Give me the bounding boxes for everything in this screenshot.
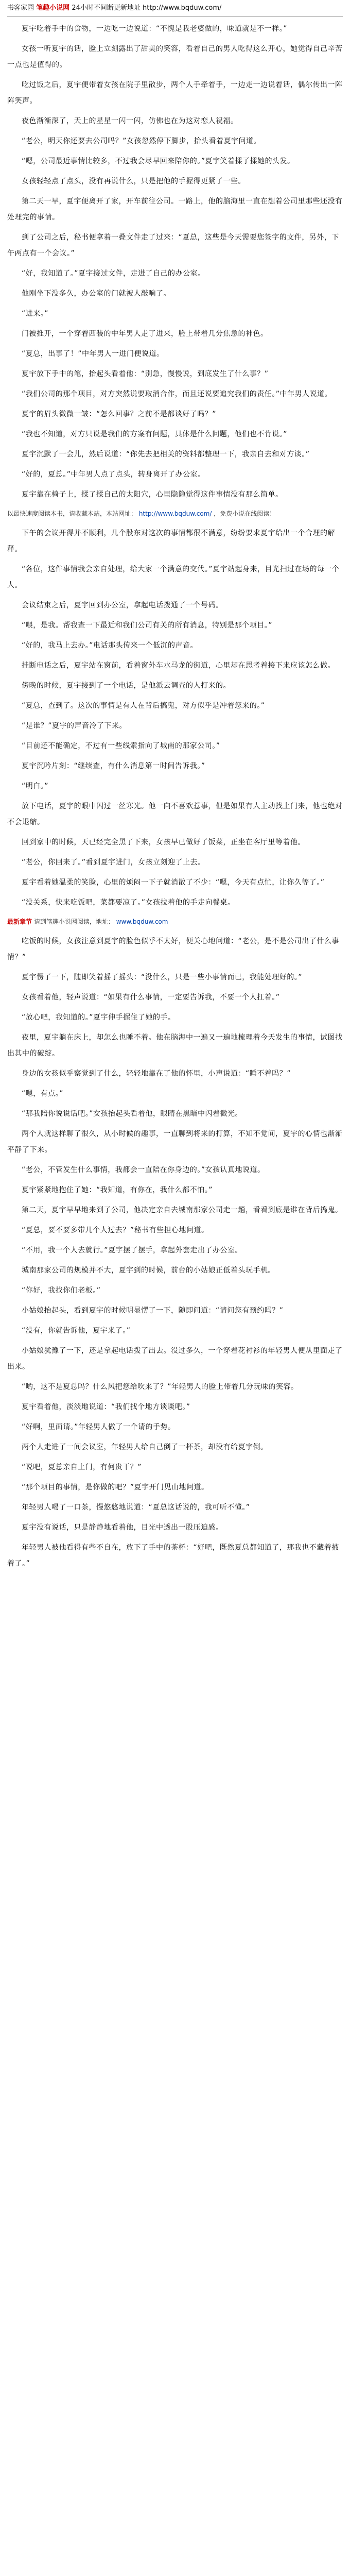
notice-tail: ，免费小说在线阅读！ (214, 510, 276, 517)
paragraph: 夏宇沉吟片刻：“继续查，有什么消息第一时间告诉我。” (22, 762, 205, 770)
paragraph: “夏总，出事了！”中年男人一进门便说道。 (22, 350, 164, 358)
header-site-name[interactable]: 笔趣小说网 (36, 4, 70, 12)
paragraph: 傍晚的时候，夏宇接到了一个电话，是他派去调查的人打来的。 (22, 682, 231, 690)
paragraph: “夏总，要不要多带几个人过去？”秘书有些担心地问道。 (22, 1226, 209, 1234)
paragraph: 第二天，夏宇早早地来到了公司，他决定亲自去城南那家公司走一趟，看看到底是谁在背后捣鬼。 (22, 1206, 343, 1214)
paragraph: “夏总，查到了。这次的事情是有人在背后搞鬼，对方似乎是冲着您来的。” (22, 702, 265, 710)
paragraph: 两个人就这样聊了很久，从小时候的趣事，一直聊到将来的打算，不知不觉间，夏宇的心情也渐渐平静了下来。 (7, 1130, 343, 1154)
paragraph: 两个人走进了一间会议室，年轻男人给自己倒了一杯茶，却没有给夏宇倒。 (22, 1443, 268, 1451)
paragraph-group-bottom (7, 934, 343, 1572)
paragraph: “老公，你回来了。”看到夏宇进门，女孩立刻迎了上去。 (22, 858, 205, 867)
paragraph: “目前还不能确定，不过有一些线索指向了城南的那家公司。” (22, 742, 220, 750)
paragraph: “没有，你就告诉他，夏宇来了。” (22, 1327, 131, 1335)
paragraph-group-top (7, 21, 343, 503)
paragraph: 年轻男人喝了一口茶，慢悠悠地说道：“夏总这话说的，我可听不懂。” (22, 1503, 250, 1512)
chapter-body (7, 17, 343, 1572)
paragraph: “进来。” (22, 310, 49, 318)
paragraph: 放下电话，夏宇的眼中闪过一丝寒光。他一向不喜欢惹事，但是如果有人主动找上门来，他也绝对不会退缩。 (7, 802, 343, 826)
paragraph: “没关系，快来吃饭吧，菜都要凉了。”女孩拉着他的手走向餐桌。 (22, 899, 235, 907)
paragraph: 门被推开，一个穿着西装的中年男人走了进来，脸上带着几分焦急的神色。 (22, 330, 268, 338)
paragraph: 身边的女孩似乎察觉到了什么，轻轻地靠在了他的怀里，小声说道：“睡不着吗？” (22, 1070, 291, 1078)
notice-label: 最新章节 (7, 918, 32, 925)
paragraph: “老公，明天你还要去公司吗？”女孩忽然停下脚步，抬头看着夏宇问道。 (22, 137, 261, 145)
paragraph: 会议结束之后，夏宇回到办公室，拿起电话拨通了一个号码。 (22, 601, 223, 609)
site-notice-mid (7, 916, 343, 927)
paragraph: 他刚坐下没多久，办公室的门就被人敲响了。 (22, 290, 171, 298)
paragraph: 夏宇吃着手中的食物，一边吃一边说道：“不愧是我老婆做的，味道就是不一样。” (22, 25, 288, 33)
notice-text: 以最快速度阅读本书，请收藏本站，本站网址： (7, 510, 137, 517)
paragraph: “好的，我马上去办。”电话那头传来一个低沉的声音。 (22, 641, 198, 650)
header-prefix: 书客家园 (7, 4, 34, 12)
paragraph: 到了公司之后，秘书便拿着一叠文件走了过来：“夏总，这些是今天需要您签字的文件，另外，下午两点有一个会议。” (7, 233, 339, 258)
paragraph: “明白。” (22, 782, 49, 790)
notice-link[interactable]: www.bqduw.com (116, 918, 168, 925)
paragraph: “说吧，夏总亲自上门，有何贵干？” (22, 1463, 142, 1471)
paragraph: 夏宇看着她温柔的笑脸，心里的烦闷一下子就消散了不少：“嗯，今天有点忙，让你久等了。” (22, 878, 325, 887)
paragraph: 吃饭的时候，女孩注意到夏宇的脸色似乎不太好，便关心地问道：“老公，是不是公司出了什么事情？” (7, 937, 339, 961)
paragraph: “是谁？”夏宇的声音冷了下来。 (22, 722, 127, 730)
paragraph: 夜色渐渐深了，天上的星星一闪一闪，仿佛也在为这对恋人祝福。 (22, 117, 238, 125)
paragraph: “我们公司的那个项目，对方突然说要取消合作，而且还说要追究我们的责任。”中年男人说道。 (22, 390, 332, 398)
paragraph: 夏宇看着他，淡淡地说道：“我们找个地方谈谈吧。” (22, 1403, 190, 1411)
paragraph: 女孩一听夏宇的话，脸上立刻露出了甜美的笑容，看着自己的男人吃得这么开心，她觉得自己辛苦一点也是值得的。 (7, 45, 343, 69)
paragraph: 女孩轻轻点了点头，没有再说什么，只是把他的手握得更紧了一些。 (22, 177, 246, 185)
paragraph: “各位，这件事情我会亲自处理，给大家一个满意的交代。”夏宇站起身来，目光扫过在场的每一个人。 (7, 565, 340, 589)
paragraph: 小姑娘抬起头，看到夏宇的时候明显愣了一下，随即问道：“请问您有预约吗？” (22, 1307, 284, 1315)
paragraph: “放心吧，我知道的。”夏宇伸手握住了她的手。 (22, 1013, 176, 1022)
paragraph: “好，我知道了。”夏宇接过文件，走进了自己的办公室。 (22, 269, 205, 278)
site-header (7, 0, 343, 17)
paragraph: 女孩看着他，轻声说道：“如果有什么事情，一定要告诉我，不要一个人扛着。” (22, 993, 280, 1002)
paragraph: 夏宇紧紧地抱住了她：“我知道，有你在，我什么都不怕。” (22, 1186, 213, 1194)
notice-link[interactable]: http://www.bqduw.com/ (138, 510, 212, 517)
paragraph: 年轻男人被他看得有些不自在，放下了手中的茶杯：“好吧，既然夏总都知道了，那我也不藏着掖着了。” (7, 1544, 339, 1568)
paragraph: “我也不知道，对方只说是我们的方案有问题，具体是什么问题，他们也不肯说。” (22, 430, 288, 438)
paragraph: 夏宇愣了一下，随即笑着摇了摇头：“没什么，只是一些小事情而已，我能处理好的。” (22, 973, 303, 981)
paragraph: 夏宇的眉头微微一皱：“怎么回事？之前不是都谈好了吗？” (22, 410, 217, 418)
paragraph: “那个项目的事情，是你做的吧？”夏宇开门见山地问道。 (22, 1483, 209, 1492)
paragraph: 夏宇靠在椅子上，揉了揉自己的太阳穴，心里隐隐觉得这件事情没有那么简单。 (22, 490, 283, 499)
paragraph: 挂断电话之后，夏宇站在窗前，看着窗外车水马龙的街道，心里却在思考着接下来应该怎么做。 (22, 662, 335, 670)
paragraph: “你好，我找你们老板。” (22, 1286, 101, 1295)
paragraph: “喂，是我。帮我查一下最近和我们公司有关的所有消息，特别是那个项目。” (22, 621, 273, 630)
paragraph: “嗯，有点。” (22, 1090, 64, 1098)
paragraph: “老公，不管发生什么事情，我都会一直陪在你身边的。”女孩认真地说道。 (22, 1166, 265, 1174)
paragraph: 第二天一早，夏宇便离开了家，开车前往公司。一路上，他的脑海里一直在想着公司里那些还没有处理完的事情。 (7, 197, 343, 222)
paragraph: “不用，我一个人去就行。”夏宇摆了摆手，拿起外套走出了办公室。 (22, 1246, 243, 1255)
paragraph: “嗯，公司最近事情比较多，不过我会尽早回来陪你的。”夏宇笑着揉了揉她的头发。 (22, 157, 295, 165)
paragraph: “好啊，里面请。”年轻男人做了一个请的手势。 (22, 1423, 176, 1431)
paragraph: “哟，这不是夏总吗？什么风把您给吹来了？”年轻男人的脸上带着几分玩味的笑容。 (22, 1383, 299, 1391)
paragraph: “那我陪你说说话吧。”女孩抬起头看着他，眼睛在黑暗中闪着微光。 (22, 1110, 243, 1118)
paragraph: 下午的会议开得并不顺利，几个股东对这次的事情都很不满意，纷纷要求夏宇给出一个合理的解释。 (7, 529, 335, 553)
paragraph: 夏宇没有说话，只是静静地看着他，目光中透出一股压迫感。 (22, 1523, 223, 1532)
paragraph: 夏宇放下手中的笔，抬起头看着他：“别急，慢慢说，到底发生了什么事？” (22, 370, 269, 378)
paragraph: 夏宇沉默了一会儿，然后说道：“你先去把相关的资料都整理一下，我亲自去和对方谈。” (22, 450, 310, 459)
notice-text: 请到笔趣小说网阅读，地址： (33, 918, 114, 925)
paragraph: 吃过饭之后，夏宇便带着女孩在院子里散步，两个人手牵着手，一边走一边说着话，偶尔传出一阵阵笑声。 (7, 81, 343, 105)
header-url[interactable]: http://www.bqduw.com/ (143, 4, 222, 12)
site-notice-top (7, 508, 343, 519)
paragraph: 回到家中的时候，天已经完全黑了下来，女孩早已做好了饭菜，正坐在客厅里等着他。 (22, 838, 305, 846)
paragraph-group-mid (7, 526, 343, 911)
paragraph: 夜里，夏宇躺在床上，却怎么也睡不着。他在脑海中一遍又一遍地梳理着今天发生的事情，试图找出其中的破绽。 (7, 1033, 343, 1058)
header-middle: 24小时不间断更新地址 (72, 4, 141, 12)
paragraph: 城南那家公司的规模并不大，夏宇到的时候，前台的小姑娘正低着头玩手机。 (22, 1266, 275, 1275)
paragraph: 小姑娘犹豫了一下，还是拿起电话拨了出去。没过多久，一个穿着花衬衫的年轻男人便从里面走了出来。 (7, 1347, 343, 1371)
paragraph: “好的，夏总。”中年男人点了点头，转身离开了办公室。 (22, 470, 205, 479)
